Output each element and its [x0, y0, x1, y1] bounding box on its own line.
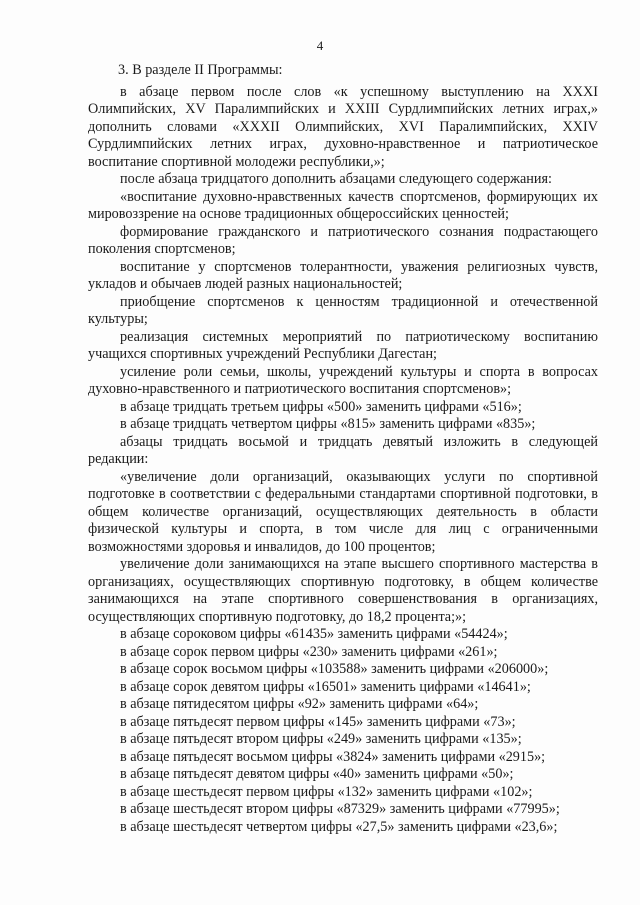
paragraph: в абзаце первом после слов «к успешному выступлению на XXXI Олимпийских, XV Паралимпийских и XXIII Сурдлимпийских летних играх,» дополнить словами «XXXII Олимпийских, XVI Паралимпийских, XXIV Сурдлимпийских летних играх, духовно-нравственное и патриотическое воспитание спортивной молодежи республики,»;	[88, 83, 598, 170]
paragraph: «увеличение доли организаций, оказывающих услуги по спортивной подготовке в соответствии с федеральными стандартами спортивной подготовки, в общем количестве организаций, осуществляющих деятельность в области физической культуры и спорта, в том числе для лиц с ограниченными возможностями здоровья и инвалидов, до 100 процентов;	[88, 468, 598, 555]
paragraph: усиление роли семьи, школы, учреждений культуры и спорта в вопросах духовно-нравственного и патриотического воспитания спортсменов»;	[88, 363, 598, 397]
paragraph: в абзаце шестьдесят втором цифры «87329» заменить цифрами «77995»;	[120, 801, 560, 817]
page-number: 4	[316, 38, 324, 53]
paragraph: в абзаце сорок первом цифры «230» заменить цифрами «261»;	[120, 643, 498, 660]
paragraph: в абзаце сорок девятом цифры «16501» заменить цифрами «14641»;	[120, 678, 531, 695]
paragraph: в абзаце шестьдесят четвертом цифры «27,5» заменить цифрами «23,6»;	[120, 818, 558, 835]
paragraph: в абзаце тридцать третьем цифры «500» заменить цифрами «516»;	[120, 398, 522, 415]
paragraph: реализация системных мероприятий по патриотическому воспитанию учащихся спортивных учреждений Республики Дагестан;	[88, 328, 598, 362]
paragraph: в абзаце пятьдесят девятом цифры «40» заменить цифрами «50»;	[120, 766, 514, 782]
document-body	[88, 62, 598, 836]
paragraph: в абзаце пятидесятом цифры «92» заменить цифрами «64»;	[120, 696, 479, 712]
section-heading: 3. В разделе II Программы:	[118, 62, 283, 78]
paragraph: формирование гражданского и патриотического сознания подрастающего поколения спортсменов;	[88, 223, 598, 257]
paragraph: приобщение спортсменов к ценностям традиционной и отечественной культуры;	[88, 293, 598, 327]
paragraph: в абзаце сорок восьмом цифры «103588» заменить цифрами «206000»;	[120, 661, 549, 677]
paragraph: абзацы тридцать восьмой и тридцать девятый изложить в следующей редакции:	[88, 433, 598, 467]
paragraph: в абзаце пятьдесят первом цифры «145» заменить цифрами «73»;	[120, 713, 516, 730]
paragraph: в абзаце шестьдесят первом цифры «132» заменить цифрами «102»;	[120, 783, 533, 800]
paragraph: «воспитание духовно-нравственных качеств спортсменов, формирующих их мировоззрение на основе традиционных общероссийских ценностей;	[88, 188, 598, 222]
paragraph: увеличение доли занимающихся на этапе высшего спортивного мастерства в организациях, осуществляющих спортивную подготовку, в общем количестве занимающихся на этапе спортивного совершенствования в организациях, осуществляющих спортивную подготовку, до 18,2 процента;»;	[88, 556, 598, 625]
paragraph: в абзаце сороковом цифры «61435» заменить цифрами «54424»;	[120, 626, 508, 642]
paragraph: в абзаце пятьдесят втором цифры «249» заменить цифрами «135»;	[120, 731, 522, 747]
paragraph: после абзаца тридцатого дополнить абзацами следующего содержания:	[120, 171, 552, 187]
paragraph: воспитание у спортсменов толерантности, уважения религиозных чувств, укладов и обычаев людей разных национальностей;	[88, 258, 598, 292]
paragraph: в абзаце тридцать четвертом цифры «815» заменить цифрами «835»;	[120, 416, 536, 432]
paragraph: в абзаце пятьдесят восьмом цифры «3824» заменить цифрами «2915»;	[120, 748, 546, 765]
